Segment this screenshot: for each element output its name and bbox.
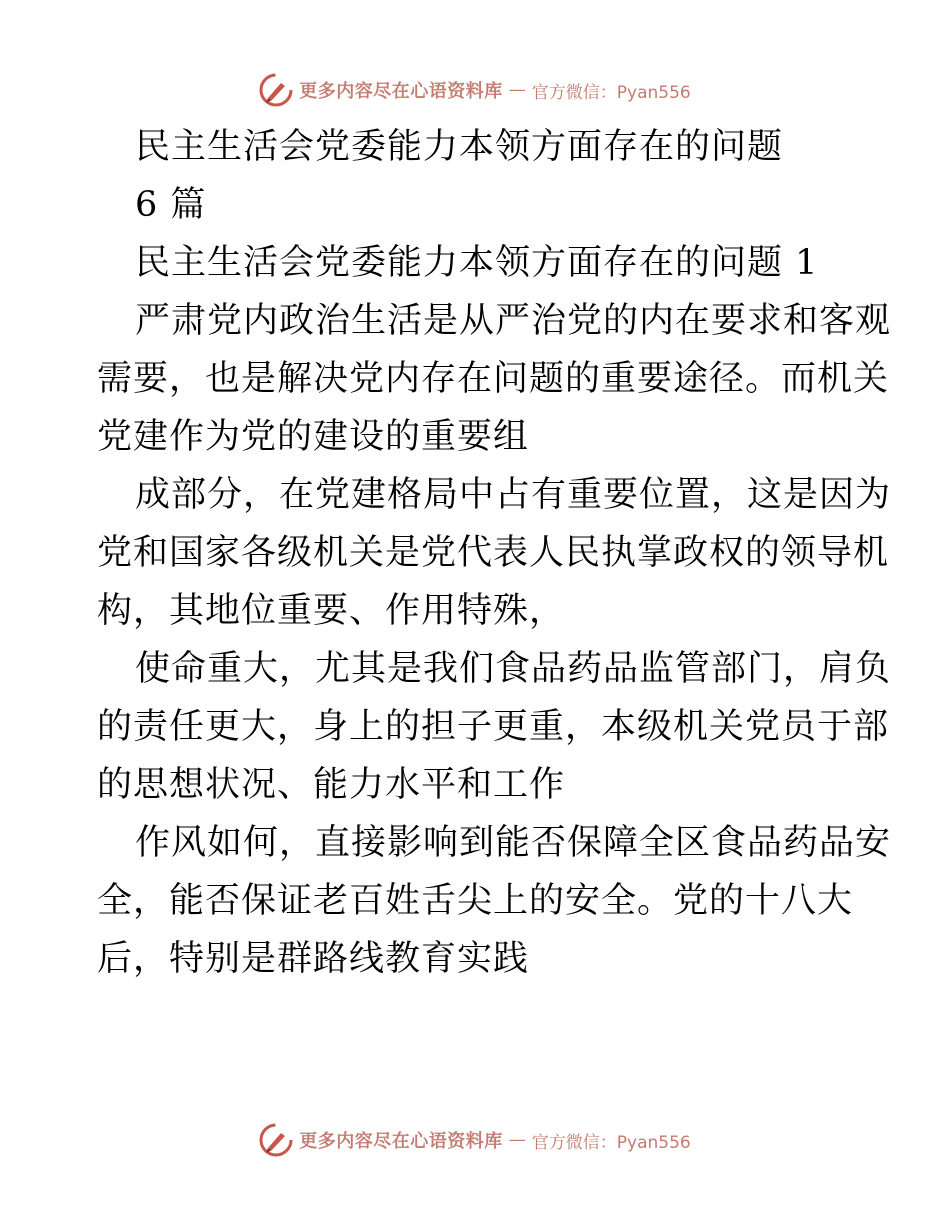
paragraph-line: 使命重大，尤其是我们食品药品监管部门，肩负	[135, 649, 892, 689]
header-banner-inner	[259, 73, 690, 107]
paragraph-line: 党建作为党的建设的重要组	[97, 417, 530, 457]
banner-separator: —	[508, 80, 526, 100]
paragraph-line: 严肃党内政治生活是从严治党的内在要求和客观	[135, 301, 892, 341]
pen-logo-icon	[259, 73, 293, 107]
banner-separator: —	[508, 1130, 526, 1150]
title-line-1: 民主生活会党委能力本领方面存在的问题	[135, 127, 784, 167]
paragraph-line: 党和国家各级机关是党代表人民执掌政权的领导机	[97, 533, 890, 573]
title-line-2: 6 篇	[135, 185, 207, 225]
paragraph-line: 后，特别是群路线教育实践	[97, 939, 530, 979]
document-body	[97, 118, 892, 988]
pen-logo-icon	[259, 1123, 293, 1157]
paragraph-line: 的责任更大，身上的担子更重，本级机关党员于部	[97, 707, 890, 747]
contact-text: 官方微信：Pyan556	[531, 82, 691, 103]
brand-text: 更多内容尽在心语资料库	[299, 1131, 503, 1152]
paragraph-line: 作风如何，直接影响到能否保障全区食品药品安	[135, 823, 892, 863]
footer-banner-inner	[259, 1123, 690, 1157]
paragraph	[97, 814, 892, 988]
paragraph-line: 全，能否保证老百姓舌尖上的安全。党的十八大	[97, 881, 854, 921]
section-heading: 民主生活会党委能力本领方面存在的问题 1	[135, 243, 819, 283]
paragraph	[97, 292, 892, 466]
paragraph-line: 的思想状况、能力水平和工作	[97, 765, 566, 805]
brand-text: 更多内容尽在心语资料库	[299, 81, 503, 102]
paragraph-line: 成部分，在党建格局中占有重要位置，这是因为	[135, 475, 892, 515]
header-banner	[0, 70, 950, 110]
paragraph-line: 构，其地位重要、作用特殊，	[97, 591, 566, 631]
contact-text: 官方微信：Pyan556	[531, 1132, 691, 1153]
footer-banner	[0, 1120, 950, 1160]
paragraph	[97, 640, 892, 814]
paragraph	[97, 466, 892, 640]
paragraph-line: 需要，也是解决党内存在问题的重要途径。而机关	[97, 359, 890, 399]
